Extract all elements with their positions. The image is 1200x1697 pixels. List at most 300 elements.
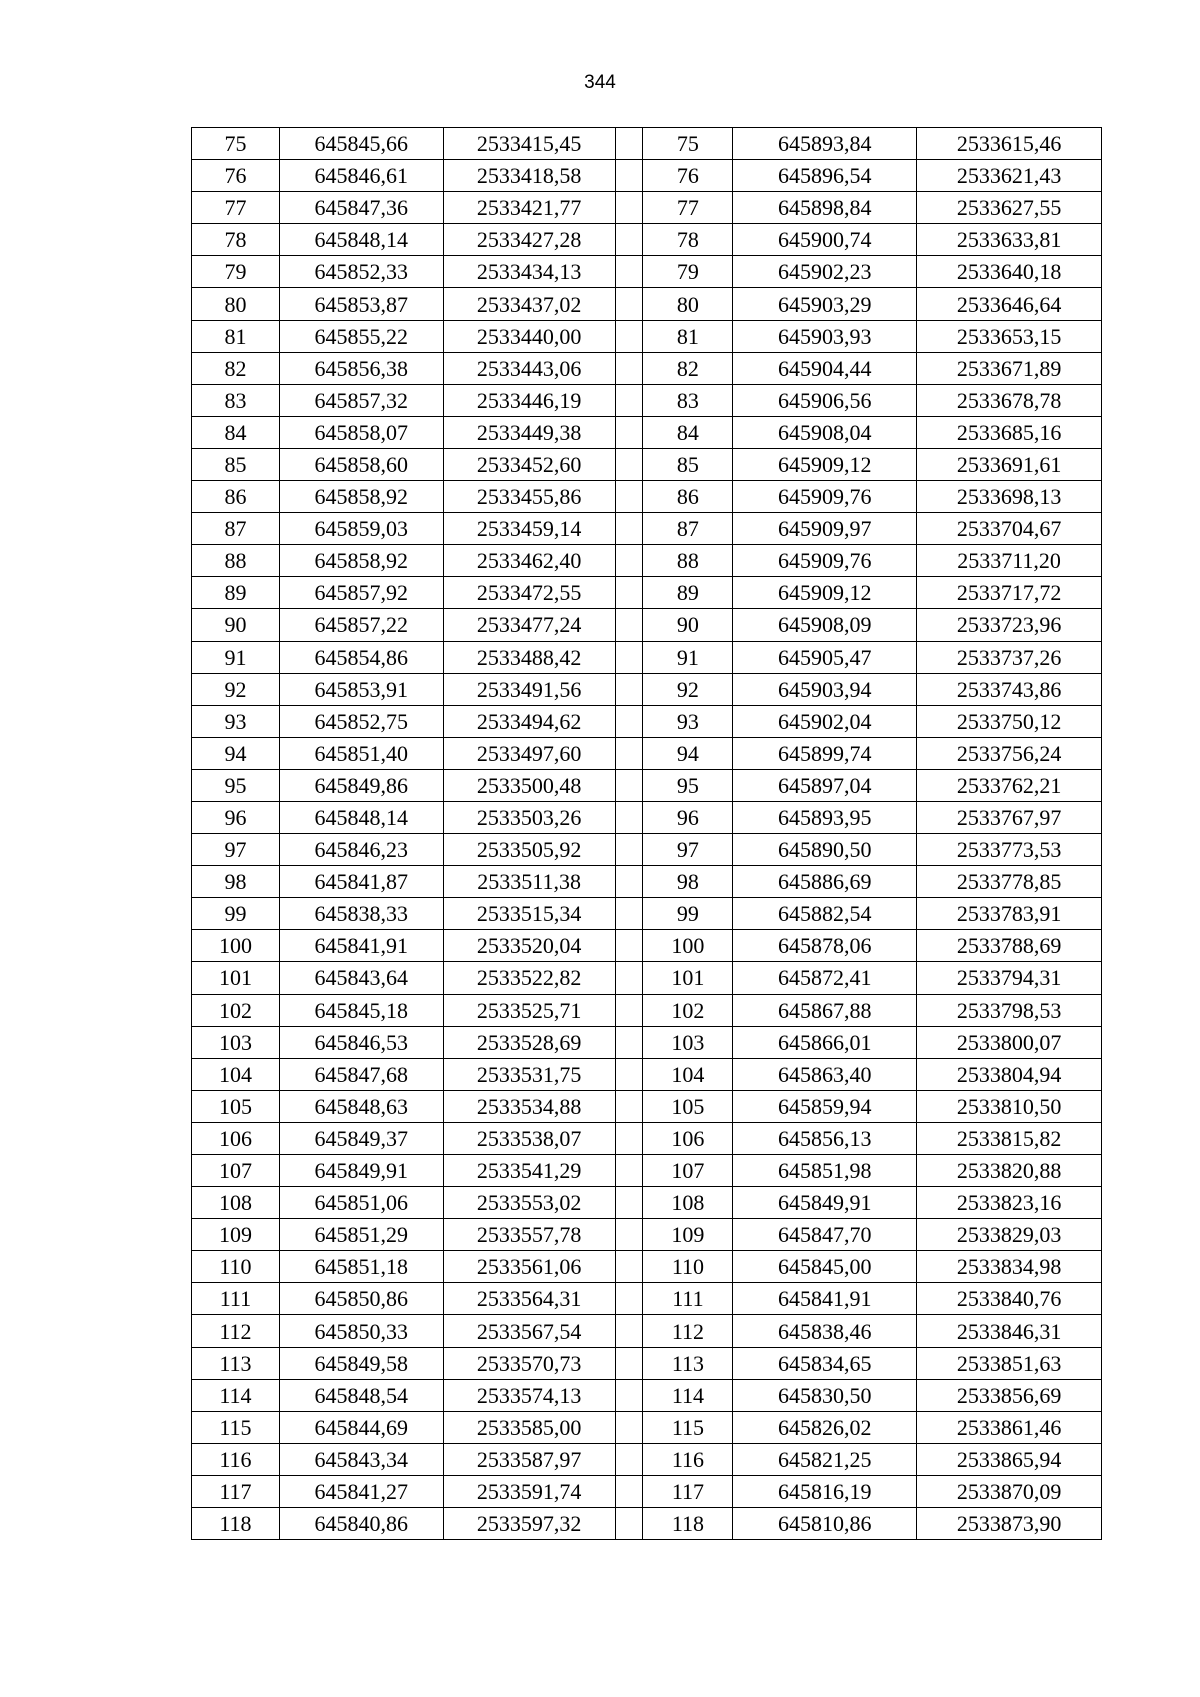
separator-cell bbox=[615, 609, 643, 641]
left-y-coordinate-cell: 2533437,02 bbox=[443, 288, 615, 320]
left-y-coordinate-cell: 2533567,54 bbox=[443, 1315, 615, 1347]
right-point-number-cell: 91 bbox=[643, 641, 733, 673]
separator-cell bbox=[615, 1090, 643, 1122]
separator-cell bbox=[615, 1283, 643, 1315]
separator-cell bbox=[615, 801, 643, 833]
table-row bbox=[192, 416, 1102, 448]
table-row bbox=[192, 1122, 1102, 1154]
right-x-coordinate-cell: 645834,65 bbox=[733, 1347, 917, 1379]
left-x-coordinate-cell: 645851,29 bbox=[279, 1219, 443, 1251]
right-y-coordinate-cell: 2533834,98 bbox=[917, 1251, 1102, 1283]
left-x-coordinate-cell: 645849,91 bbox=[279, 1155, 443, 1187]
right-y-coordinate-cell: 2533829,03 bbox=[917, 1219, 1102, 1251]
right-x-coordinate-cell: 645845,00 bbox=[733, 1251, 917, 1283]
right-x-coordinate-cell: 645810,86 bbox=[733, 1508, 917, 1540]
separator-cell bbox=[615, 545, 643, 577]
table-row bbox=[192, 769, 1102, 801]
left-point-number-cell: 108 bbox=[192, 1187, 280, 1219]
table-row bbox=[192, 705, 1102, 737]
left-x-coordinate-cell: 645841,87 bbox=[279, 866, 443, 898]
left-y-coordinate-cell: 2533488,42 bbox=[443, 641, 615, 673]
right-point-number-cell: 117 bbox=[643, 1475, 733, 1507]
separator-cell bbox=[615, 1379, 643, 1411]
left-x-coordinate-cell: 645851,18 bbox=[279, 1251, 443, 1283]
right-x-coordinate-cell: 645878,06 bbox=[733, 930, 917, 962]
left-y-coordinate-cell: 2533511,38 bbox=[443, 866, 615, 898]
left-y-coordinate-cell: 2533541,29 bbox=[443, 1155, 615, 1187]
right-x-coordinate-cell: 645903,93 bbox=[733, 320, 917, 352]
left-y-coordinate-cell: 2533597,32 bbox=[443, 1508, 615, 1540]
left-point-number-cell: 85 bbox=[192, 448, 280, 480]
left-x-coordinate-cell: 645841,91 bbox=[279, 930, 443, 962]
separator-cell bbox=[615, 384, 643, 416]
table-row bbox=[192, 288, 1102, 320]
left-point-number-cell: 102 bbox=[192, 994, 280, 1026]
right-x-coordinate-cell: 645904,44 bbox=[733, 352, 917, 384]
left-point-number-cell: 92 bbox=[192, 673, 280, 705]
left-point-number-cell: 96 bbox=[192, 801, 280, 833]
left-y-coordinate-cell: 2533434,13 bbox=[443, 256, 615, 288]
left-x-coordinate-cell: 645857,92 bbox=[279, 577, 443, 609]
left-point-number-cell: 86 bbox=[192, 481, 280, 513]
right-y-coordinate-cell: 2533856,69 bbox=[917, 1379, 1102, 1411]
right-point-number-cell: 103 bbox=[643, 1026, 733, 1058]
left-x-coordinate-cell: 645838,33 bbox=[279, 898, 443, 930]
right-point-number-cell: 87 bbox=[643, 513, 733, 545]
right-point-number-cell: 82 bbox=[643, 352, 733, 384]
right-point-number-cell: 89 bbox=[643, 577, 733, 609]
right-point-number-cell: 84 bbox=[643, 416, 733, 448]
left-point-number-cell: 103 bbox=[192, 1026, 280, 1058]
right-x-coordinate-cell: 645872,41 bbox=[733, 962, 917, 994]
table-row bbox=[192, 1411, 1102, 1443]
right-y-coordinate-cell: 2533851,63 bbox=[917, 1347, 1102, 1379]
separator-cell bbox=[615, 705, 643, 737]
right-x-coordinate-cell: 645851,98 bbox=[733, 1155, 917, 1187]
right-y-coordinate-cell: 2533870,09 bbox=[917, 1475, 1102, 1507]
right-point-number-cell: 75 bbox=[643, 128, 733, 160]
coordinates-table bbox=[191, 127, 1102, 1540]
right-point-number-cell: 105 bbox=[643, 1090, 733, 1122]
right-x-coordinate-cell: 645863,40 bbox=[733, 1058, 917, 1090]
table-row bbox=[192, 481, 1102, 513]
left-x-coordinate-cell: 645847,68 bbox=[279, 1058, 443, 1090]
right-y-coordinate-cell: 2533723,96 bbox=[917, 609, 1102, 641]
separator-cell bbox=[615, 1251, 643, 1283]
left-y-coordinate-cell: 2533503,26 bbox=[443, 801, 615, 833]
right-x-coordinate-cell: 645900,74 bbox=[733, 224, 917, 256]
right-y-coordinate-cell: 2533823,16 bbox=[917, 1187, 1102, 1219]
left-y-coordinate-cell: 2533520,04 bbox=[443, 930, 615, 962]
right-x-coordinate-cell: 645903,94 bbox=[733, 673, 917, 705]
right-point-number-cell: 108 bbox=[643, 1187, 733, 1219]
right-x-coordinate-cell: 645886,69 bbox=[733, 866, 917, 898]
left-point-number-cell: 112 bbox=[192, 1315, 280, 1347]
right-y-coordinate-cell: 2533737,26 bbox=[917, 641, 1102, 673]
separator-cell bbox=[615, 1026, 643, 1058]
right-x-coordinate-cell: 645909,76 bbox=[733, 545, 917, 577]
table-row bbox=[192, 1508, 1102, 1540]
left-point-number-cell: 97 bbox=[192, 834, 280, 866]
table-row bbox=[192, 609, 1102, 641]
right-y-coordinate-cell: 2533627,55 bbox=[917, 192, 1102, 224]
left-point-number-cell: 93 bbox=[192, 705, 280, 737]
left-y-coordinate-cell: 2533462,40 bbox=[443, 545, 615, 577]
separator-cell bbox=[615, 224, 643, 256]
right-y-coordinate-cell: 2533711,20 bbox=[917, 545, 1102, 577]
left-y-coordinate-cell: 2533500,48 bbox=[443, 769, 615, 801]
left-x-coordinate-cell: 645858,92 bbox=[279, 481, 443, 513]
left-point-number-cell: 83 bbox=[192, 384, 280, 416]
left-point-number-cell: 100 bbox=[192, 930, 280, 962]
left-x-coordinate-cell: 645848,14 bbox=[279, 801, 443, 833]
right-point-number-cell: 83 bbox=[643, 384, 733, 416]
table-row bbox=[192, 513, 1102, 545]
left-point-number-cell: 101 bbox=[192, 962, 280, 994]
left-y-coordinate-cell: 2533477,24 bbox=[443, 609, 615, 641]
right-point-number-cell: 110 bbox=[643, 1251, 733, 1283]
table-row bbox=[192, 1026, 1102, 1058]
left-x-coordinate-cell: 645848,14 bbox=[279, 224, 443, 256]
left-point-number-cell: 110 bbox=[192, 1251, 280, 1283]
right-point-number-cell: 109 bbox=[643, 1219, 733, 1251]
right-x-coordinate-cell: 645893,95 bbox=[733, 801, 917, 833]
right-x-coordinate-cell: 645838,46 bbox=[733, 1315, 917, 1347]
left-y-coordinate-cell: 2533553,02 bbox=[443, 1187, 615, 1219]
left-point-number-cell: 89 bbox=[192, 577, 280, 609]
left-y-coordinate-cell: 2533415,45 bbox=[443, 128, 615, 160]
right-point-number-cell: 113 bbox=[643, 1347, 733, 1379]
right-x-coordinate-cell: 645909,76 bbox=[733, 481, 917, 513]
separator-cell bbox=[615, 416, 643, 448]
left-point-number-cell: 95 bbox=[192, 769, 280, 801]
right-x-coordinate-cell: 645890,50 bbox=[733, 834, 917, 866]
right-y-coordinate-cell: 2533756,24 bbox=[917, 737, 1102, 769]
left-x-coordinate-cell: 645857,22 bbox=[279, 609, 443, 641]
page-number: 344 bbox=[584, 72, 616, 93]
right-y-coordinate-cell: 2533704,67 bbox=[917, 513, 1102, 545]
right-x-coordinate-cell: 645856,13 bbox=[733, 1122, 917, 1154]
left-y-coordinate-cell: 2533587,97 bbox=[443, 1443, 615, 1475]
right-x-coordinate-cell: 645897,04 bbox=[733, 769, 917, 801]
left-y-coordinate-cell: 2533557,78 bbox=[443, 1219, 615, 1251]
right-point-number-cell: 90 bbox=[643, 609, 733, 641]
left-point-number-cell: 75 bbox=[192, 128, 280, 160]
separator-cell bbox=[615, 994, 643, 1026]
left-x-coordinate-cell: 645854,86 bbox=[279, 641, 443, 673]
left-y-coordinate-cell: 2533455,86 bbox=[443, 481, 615, 513]
left-point-number-cell: 109 bbox=[192, 1219, 280, 1251]
right-x-coordinate-cell: 645908,04 bbox=[733, 416, 917, 448]
right-x-coordinate-cell: 645902,23 bbox=[733, 256, 917, 288]
right-point-number-cell: 78 bbox=[643, 224, 733, 256]
left-y-coordinate-cell: 2533538,07 bbox=[443, 1122, 615, 1154]
left-x-coordinate-cell: 645847,36 bbox=[279, 192, 443, 224]
table-row bbox=[192, 1090, 1102, 1122]
right-point-number-cell: 88 bbox=[643, 545, 733, 577]
right-y-coordinate-cell: 2533653,15 bbox=[917, 320, 1102, 352]
table-row bbox=[192, 1251, 1102, 1283]
left-point-number-cell: 90 bbox=[192, 609, 280, 641]
left-y-coordinate-cell: 2533531,75 bbox=[443, 1058, 615, 1090]
left-x-coordinate-cell: 645858,60 bbox=[279, 448, 443, 480]
separator-cell bbox=[615, 1219, 643, 1251]
left-point-number-cell: 79 bbox=[192, 256, 280, 288]
table-row bbox=[192, 801, 1102, 833]
right-x-coordinate-cell: 645830,50 bbox=[733, 1379, 917, 1411]
left-point-number-cell: 82 bbox=[192, 352, 280, 384]
right-x-coordinate-cell: 645909,12 bbox=[733, 577, 917, 609]
table-row bbox=[192, 866, 1102, 898]
left-point-number-cell: 87 bbox=[192, 513, 280, 545]
right-point-number-cell: 111 bbox=[643, 1283, 733, 1315]
table-row bbox=[192, 1219, 1102, 1251]
separator-cell bbox=[615, 256, 643, 288]
separator-cell bbox=[615, 737, 643, 769]
separator-cell bbox=[615, 1122, 643, 1154]
right-point-number-cell: 92 bbox=[643, 673, 733, 705]
right-x-coordinate-cell: 645841,91 bbox=[733, 1283, 917, 1315]
right-x-coordinate-cell: 645866,01 bbox=[733, 1026, 917, 1058]
left-x-coordinate-cell: 645844,69 bbox=[279, 1411, 443, 1443]
separator-cell bbox=[615, 1315, 643, 1347]
left-y-coordinate-cell: 2533505,92 bbox=[443, 834, 615, 866]
right-point-number-cell: 114 bbox=[643, 1379, 733, 1411]
right-x-coordinate-cell: 645909,12 bbox=[733, 448, 917, 480]
left-point-number-cell: 111 bbox=[192, 1283, 280, 1315]
separator-cell bbox=[615, 866, 643, 898]
right-y-coordinate-cell: 2533783,91 bbox=[917, 898, 1102, 930]
left-point-number-cell: 118 bbox=[192, 1508, 280, 1540]
right-point-number-cell: 116 bbox=[643, 1443, 733, 1475]
left-y-coordinate-cell: 2533561,06 bbox=[443, 1251, 615, 1283]
table-row bbox=[192, 1379, 1102, 1411]
separator-cell bbox=[615, 641, 643, 673]
right-y-coordinate-cell: 2533633,81 bbox=[917, 224, 1102, 256]
left-point-number-cell: 88 bbox=[192, 545, 280, 577]
table-row bbox=[192, 1058, 1102, 1090]
table-row bbox=[192, 737, 1102, 769]
right-y-coordinate-cell: 2533646,64 bbox=[917, 288, 1102, 320]
left-x-coordinate-cell: 645853,87 bbox=[279, 288, 443, 320]
left-point-number-cell: 84 bbox=[192, 416, 280, 448]
left-point-number-cell: 113 bbox=[192, 1347, 280, 1379]
right-point-number-cell: 81 bbox=[643, 320, 733, 352]
left-x-coordinate-cell: 645843,64 bbox=[279, 962, 443, 994]
right-x-coordinate-cell: 645847,70 bbox=[733, 1219, 917, 1251]
separator-cell bbox=[615, 1411, 643, 1443]
table-row bbox=[192, 1155, 1102, 1187]
right-point-number-cell: 100 bbox=[643, 930, 733, 962]
table-row bbox=[192, 1475, 1102, 1507]
separator-cell bbox=[615, 481, 643, 513]
coordinates-table-body bbox=[192, 128, 1102, 1540]
left-y-coordinate-cell: 2533570,73 bbox=[443, 1347, 615, 1379]
right-y-coordinate-cell: 2533640,18 bbox=[917, 256, 1102, 288]
left-point-number-cell: 106 bbox=[192, 1122, 280, 1154]
right-x-coordinate-cell: 645896,54 bbox=[733, 160, 917, 192]
separator-cell bbox=[615, 448, 643, 480]
left-x-coordinate-cell: 645853,91 bbox=[279, 673, 443, 705]
separator-cell bbox=[615, 1347, 643, 1379]
right-y-coordinate-cell: 2533750,12 bbox=[917, 705, 1102, 737]
right-y-coordinate-cell: 2533685,16 bbox=[917, 416, 1102, 448]
right-point-number-cell: 107 bbox=[643, 1155, 733, 1187]
right-y-coordinate-cell: 2533815,82 bbox=[917, 1122, 1102, 1154]
right-y-coordinate-cell: 2533846,31 bbox=[917, 1315, 1102, 1347]
right-point-number-cell: 86 bbox=[643, 481, 733, 513]
right-point-number-cell: 85 bbox=[643, 448, 733, 480]
right-x-coordinate-cell: 645906,56 bbox=[733, 384, 917, 416]
left-y-coordinate-cell: 2533446,19 bbox=[443, 384, 615, 416]
right-y-coordinate-cell: 2533794,31 bbox=[917, 962, 1102, 994]
left-x-coordinate-cell: 645841,27 bbox=[279, 1475, 443, 1507]
right-y-coordinate-cell: 2533717,72 bbox=[917, 577, 1102, 609]
left-y-coordinate-cell: 2533525,71 bbox=[443, 994, 615, 1026]
left-point-number-cell: 114 bbox=[192, 1379, 280, 1411]
left-y-coordinate-cell: 2533522,82 bbox=[443, 962, 615, 994]
left-x-coordinate-cell: 645845,66 bbox=[279, 128, 443, 160]
left-point-number-cell: 81 bbox=[192, 320, 280, 352]
right-y-coordinate-cell: 2533762,21 bbox=[917, 769, 1102, 801]
left-point-number-cell: 94 bbox=[192, 737, 280, 769]
separator-cell bbox=[615, 1058, 643, 1090]
left-y-coordinate-cell: 2533421,77 bbox=[443, 192, 615, 224]
right-point-number-cell: 115 bbox=[643, 1411, 733, 1443]
right-y-coordinate-cell: 2533678,78 bbox=[917, 384, 1102, 416]
table-row bbox=[192, 1443, 1102, 1475]
left-y-coordinate-cell: 2533515,34 bbox=[443, 898, 615, 930]
right-point-number-cell: 79 bbox=[643, 256, 733, 288]
right-point-number-cell: 76 bbox=[643, 160, 733, 192]
right-y-coordinate-cell: 2533798,53 bbox=[917, 994, 1102, 1026]
separator-cell bbox=[615, 962, 643, 994]
table-row bbox=[192, 128, 1102, 160]
table-row bbox=[192, 160, 1102, 192]
table-row bbox=[192, 320, 1102, 352]
right-x-coordinate-cell: 645826,02 bbox=[733, 1411, 917, 1443]
left-x-coordinate-cell: 645849,86 bbox=[279, 769, 443, 801]
table-row bbox=[192, 577, 1102, 609]
right-y-coordinate-cell: 2533773,53 bbox=[917, 834, 1102, 866]
right-y-coordinate-cell: 2533698,13 bbox=[917, 481, 1102, 513]
left-y-coordinate-cell: 2533472,55 bbox=[443, 577, 615, 609]
left-x-coordinate-cell: 645856,38 bbox=[279, 352, 443, 384]
left-y-coordinate-cell: 2533585,00 bbox=[443, 1411, 615, 1443]
separator-cell bbox=[615, 192, 643, 224]
left-x-coordinate-cell: 645858,07 bbox=[279, 416, 443, 448]
left-y-coordinate-cell: 2533564,31 bbox=[443, 1283, 615, 1315]
table-row bbox=[192, 224, 1102, 256]
left-x-coordinate-cell: 645852,33 bbox=[279, 256, 443, 288]
table-row bbox=[192, 994, 1102, 1026]
left-y-coordinate-cell: 2533591,74 bbox=[443, 1475, 615, 1507]
left-y-coordinate-cell: 2533452,60 bbox=[443, 448, 615, 480]
right-x-coordinate-cell: 645849,91 bbox=[733, 1187, 917, 1219]
right-point-number-cell: 104 bbox=[643, 1058, 733, 1090]
left-x-coordinate-cell: 645846,53 bbox=[279, 1026, 443, 1058]
separator-cell bbox=[615, 930, 643, 962]
separator-cell bbox=[615, 673, 643, 705]
left-x-coordinate-cell: 645848,63 bbox=[279, 1090, 443, 1122]
right-y-coordinate-cell: 2533865,94 bbox=[917, 1443, 1102, 1475]
left-point-number-cell: 105 bbox=[192, 1090, 280, 1122]
left-x-coordinate-cell: 645848,54 bbox=[279, 1379, 443, 1411]
right-x-coordinate-cell: 645816,19 bbox=[733, 1475, 917, 1507]
left-x-coordinate-cell: 645857,32 bbox=[279, 384, 443, 416]
left-x-coordinate-cell: 645846,61 bbox=[279, 160, 443, 192]
left-point-number-cell: 91 bbox=[192, 641, 280, 673]
separator-cell bbox=[615, 320, 643, 352]
right-point-number-cell: 118 bbox=[643, 1508, 733, 1540]
left-x-coordinate-cell: 645849,58 bbox=[279, 1347, 443, 1379]
right-x-coordinate-cell: 645899,74 bbox=[733, 737, 917, 769]
left-y-coordinate-cell: 2533459,14 bbox=[443, 513, 615, 545]
right-point-number-cell: 96 bbox=[643, 801, 733, 833]
right-y-coordinate-cell: 2533788,69 bbox=[917, 930, 1102, 962]
separator-cell bbox=[615, 1475, 643, 1507]
right-x-coordinate-cell: 645908,09 bbox=[733, 609, 917, 641]
left-y-coordinate-cell: 2533427,28 bbox=[443, 224, 615, 256]
separator-cell bbox=[615, 288, 643, 320]
right-point-number-cell: 102 bbox=[643, 994, 733, 1026]
right-x-coordinate-cell: 645821,25 bbox=[733, 1443, 917, 1475]
right-x-coordinate-cell: 645893,84 bbox=[733, 128, 917, 160]
right-x-coordinate-cell: 645867,88 bbox=[733, 994, 917, 1026]
table-row bbox=[192, 673, 1102, 705]
table-row bbox=[192, 930, 1102, 962]
right-x-coordinate-cell: 645905,47 bbox=[733, 641, 917, 673]
separator-cell bbox=[615, 352, 643, 384]
right-y-coordinate-cell: 2533861,46 bbox=[917, 1411, 1102, 1443]
table-row bbox=[192, 448, 1102, 480]
left-point-number-cell: 107 bbox=[192, 1155, 280, 1187]
right-point-number-cell: 95 bbox=[643, 769, 733, 801]
right-x-coordinate-cell: 645903,29 bbox=[733, 288, 917, 320]
left-x-coordinate-cell: 645843,34 bbox=[279, 1443, 443, 1475]
right-point-number-cell: 94 bbox=[643, 737, 733, 769]
left-point-number-cell: 104 bbox=[192, 1058, 280, 1090]
right-y-coordinate-cell: 2533840,76 bbox=[917, 1283, 1102, 1315]
left-point-number-cell: 116 bbox=[192, 1443, 280, 1475]
right-y-coordinate-cell: 2533767,97 bbox=[917, 801, 1102, 833]
left-y-coordinate-cell: 2533418,58 bbox=[443, 160, 615, 192]
left-x-coordinate-cell: 645858,92 bbox=[279, 545, 443, 577]
separator-cell bbox=[615, 577, 643, 609]
right-point-number-cell: 106 bbox=[643, 1122, 733, 1154]
right-y-coordinate-cell: 2533691,61 bbox=[917, 448, 1102, 480]
left-y-coordinate-cell: 2533494,62 bbox=[443, 705, 615, 737]
left-x-coordinate-cell: 645840,86 bbox=[279, 1508, 443, 1540]
right-point-number-cell: 112 bbox=[643, 1315, 733, 1347]
right-point-number-cell: 97 bbox=[643, 834, 733, 866]
table-row bbox=[192, 1283, 1102, 1315]
left-y-coordinate-cell: 2533528,69 bbox=[443, 1026, 615, 1058]
right-x-coordinate-cell: 645859,94 bbox=[733, 1090, 917, 1122]
left-point-number-cell: 76 bbox=[192, 160, 280, 192]
left-point-number-cell: 98 bbox=[192, 866, 280, 898]
left-y-coordinate-cell: 2533574,13 bbox=[443, 1379, 615, 1411]
right-y-coordinate-cell: 2533804,94 bbox=[917, 1058, 1102, 1090]
left-x-coordinate-cell: 645845,18 bbox=[279, 994, 443, 1026]
right-x-coordinate-cell: 645898,84 bbox=[733, 192, 917, 224]
right-point-number-cell: 101 bbox=[643, 962, 733, 994]
right-x-coordinate-cell: 645882,54 bbox=[733, 898, 917, 930]
right-y-coordinate-cell: 2533810,50 bbox=[917, 1090, 1102, 1122]
left-y-coordinate-cell: 2533443,06 bbox=[443, 352, 615, 384]
right-y-coordinate-cell: 2533615,46 bbox=[917, 128, 1102, 160]
right-point-number-cell: 93 bbox=[643, 705, 733, 737]
